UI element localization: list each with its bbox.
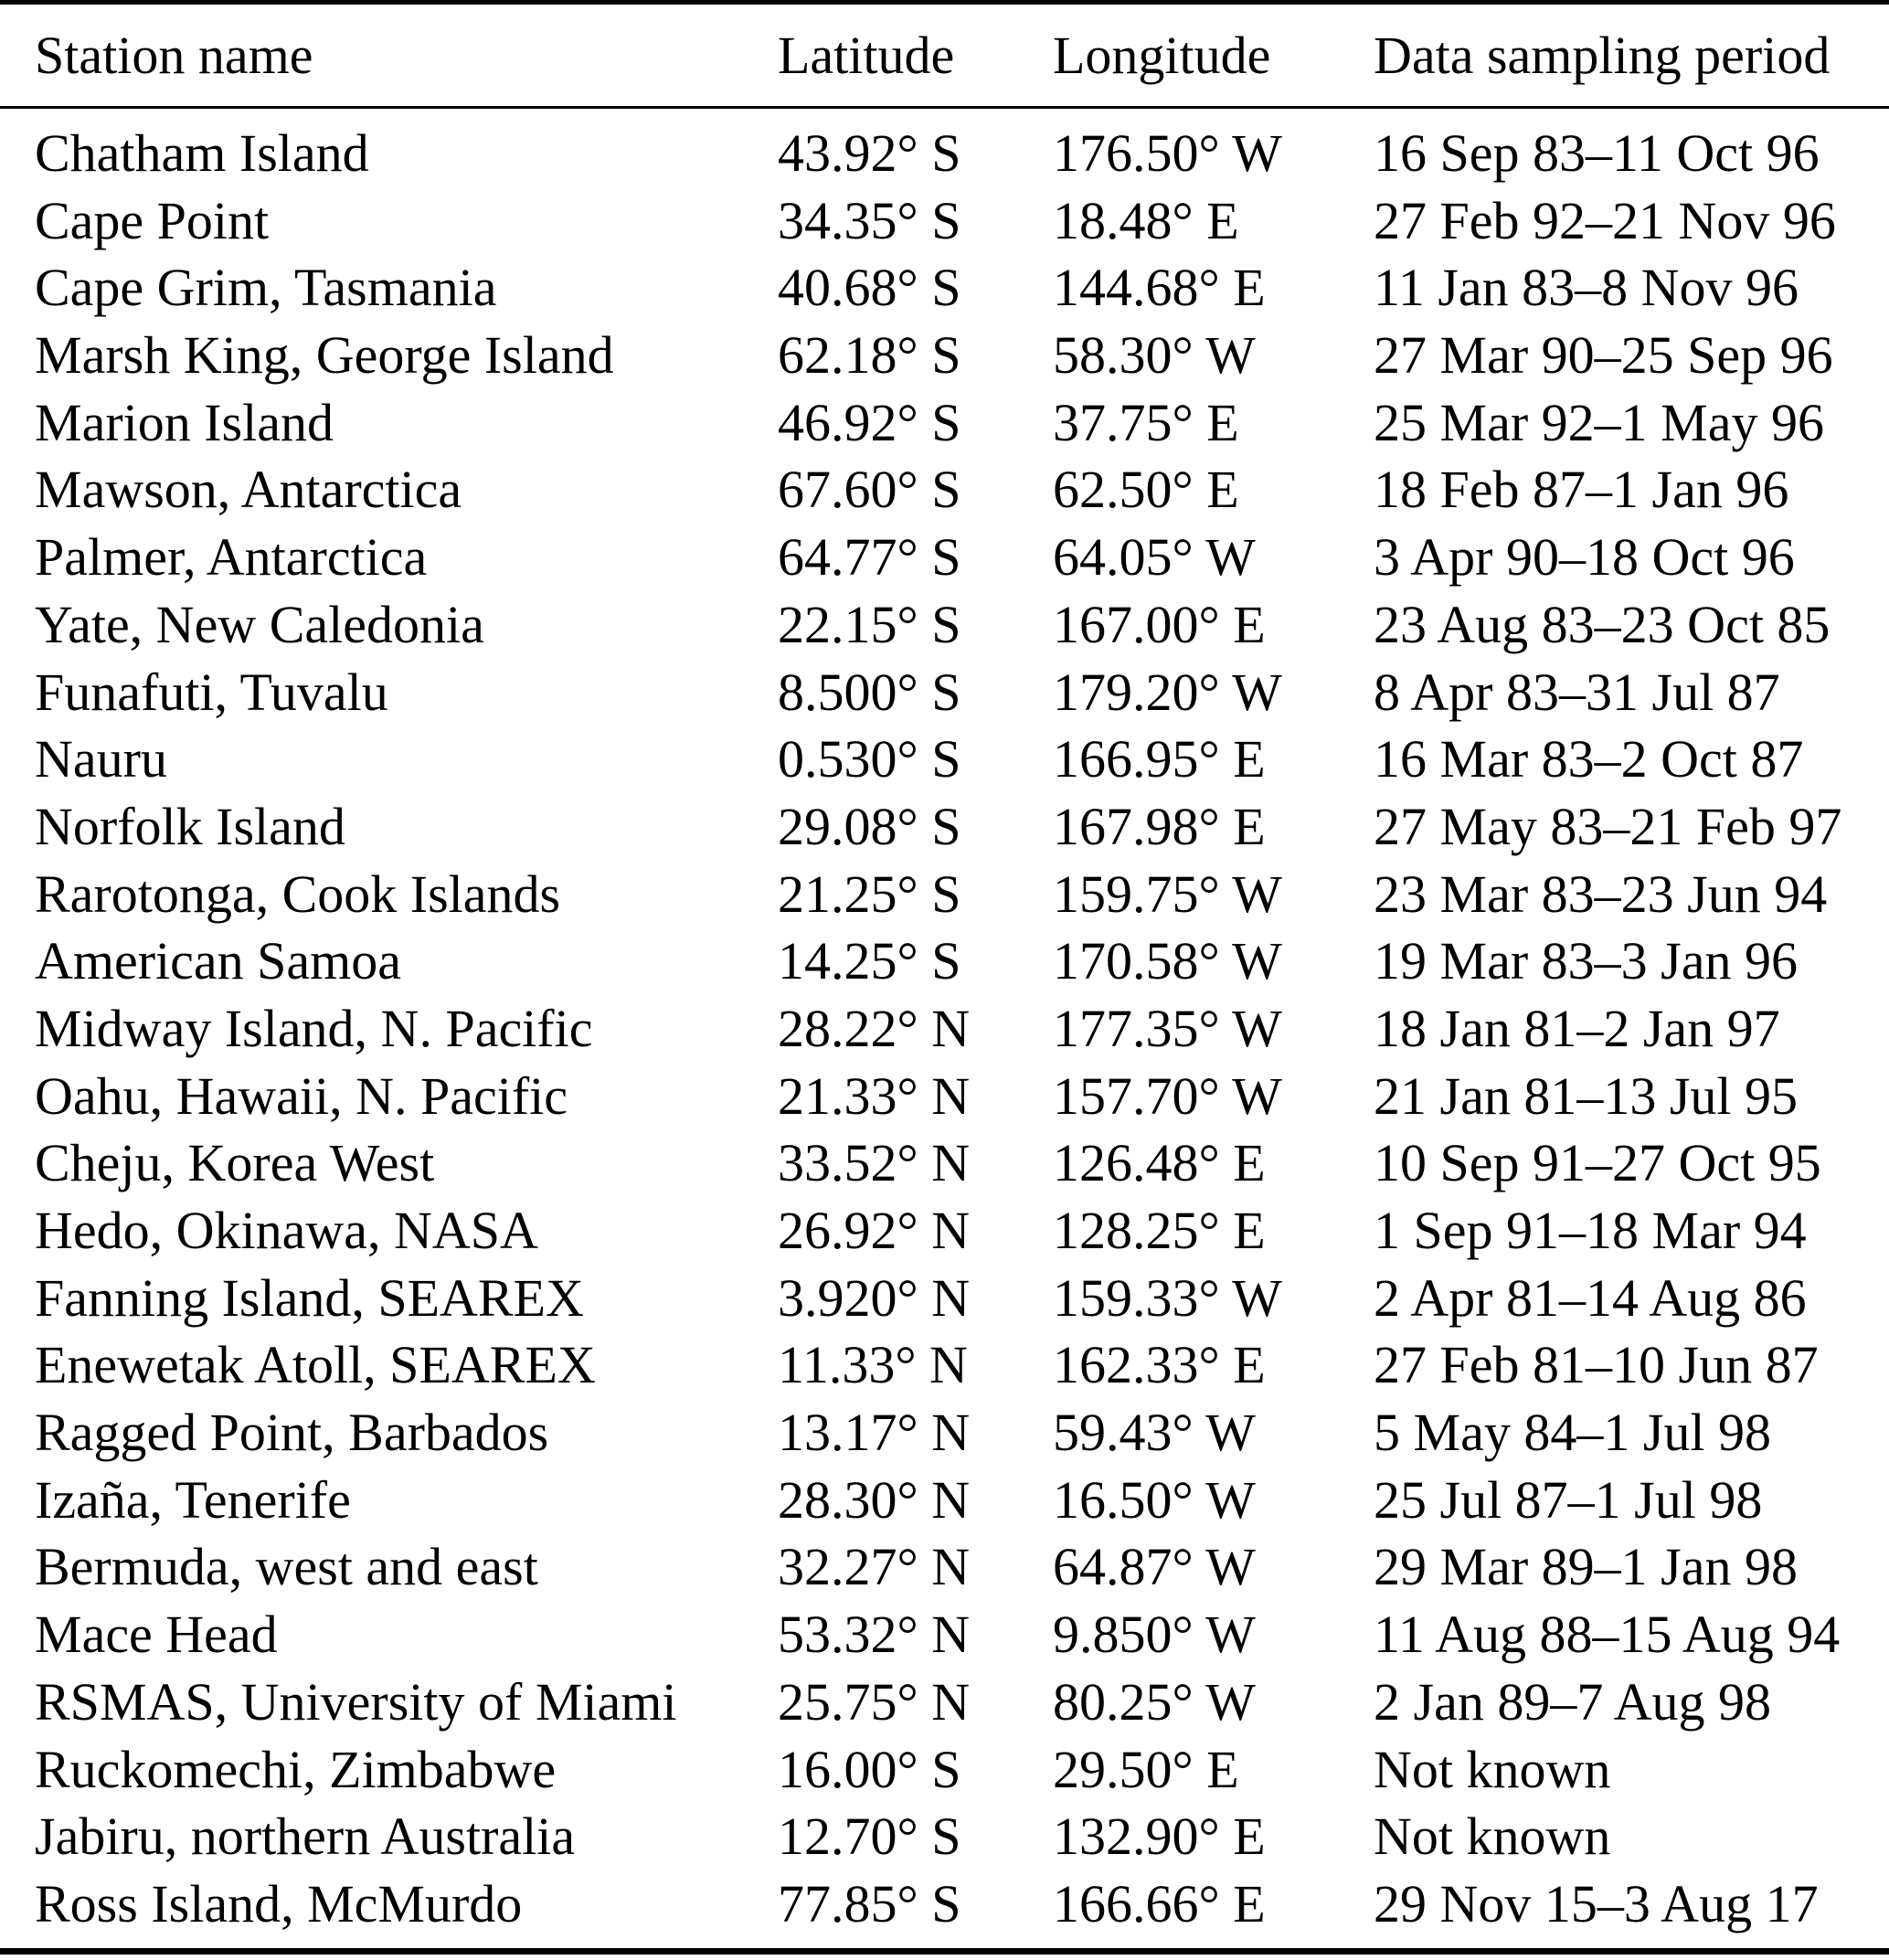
table-row [0,1129,1889,1197]
latitude-cell: 28.22° N [778,998,971,1058]
longitude-cell: 170.58° W [1053,931,1282,991]
sampling-period-cell: 3 Apr 90–18 Oct 96 [1374,527,1795,588]
sampling-period-cell: 5 May 84–1 Jul 98 [1374,1403,1771,1463]
longitude-cell: 37.75° E [1053,392,1239,452]
latitude-cell: 62.18° S [778,325,961,386]
sampling-period-cell: 27 Feb 81–10 Jun 87 [1374,1335,1819,1395]
table-row [0,1063,1889,1130]
latitude-cell: 26.92° N [778,1201,971,1260]
latitude-cell: 16.00° S [778,1739,961,1799]
latitude-cell: 13.17° N [778,1403,971,1463]
latitude-cell: 14.25° S [778,931,961,991]
table-row [0,1870,1889,1938]
sampling-period-cell: 23 Aug 83–23 Oct 85 [1374,594,1831,654]
table-row [0,1601,1889,1669]
table-row [0,1533,1889,1601]
table-row [0,524,1889,591]
longitude-cell: 159.33° W [1053,1267,1282,1328]
longitude-cell: 62.50° E [1053,460,1239,520]
station-name-cell: Midway Island, N. Pacific [35,998,593,1058]
sampling-period-cell: 2 Jan 89–7 Aug 98 [1374,1671,1771,1732]
sampling-period-cell: 1 Sep 91–18 Mar 94 [1374,1201,1807,1260]
station-name-cell: American Samoa [35,931,402,991]
longitude-cell: 177.35° W [1053,998,1282,1058]
latitude-cell: 29.08° S [778,796,961,856]
latitude-cell: 28.30° N [778,1469,971,1530]
sampling-period-cell: 19 Mar 83–3 Jan 96 [1374,931,1798,991]
latitude-cell: 8.500° S [778,662,961,722]
longitude-cell: 157.70° W [1053,1065,1282,1126]
latitude-cell: 46.92° S [778,392,961,452]
station-name-cell: Enewetak Atoll, SEAREX [35,1335,596,1395]
table-row [0,389,1889,457]
latitude-cell: 0.530° S [778,729,961,789]
station-name-cell: Fanning Island, SEAREX [35,1267,584,1328]
station-name-cell: Cheju, Korea West [35,1133,435,1193]
table-row [0,995,1889,1063]
sampling-period-cell: 25 Jul 87–1 Jul 98 [1374,1469,1763,1530]
table-row [0,793,1889,861]
sampling-period-cell: 10 Sep 91–27 Oct 95 [1374,1133,1821,1193]
latitude-cell: 22.15° S [778,594,961,654]
longitude-cell: 179.20° W [1053,662,1282,722]
latitude-cell: 21.33° N [778,1065,971,1126]
longitude-cell: 159.75° W [1053,863,1282,924]
station-name-cell: Marsh King, George Island [35,325,614,386]
station-name-cell: Cape Point [35,190,270,250]
table-row [0,254,1889,322]
sampling-period-cell: Not known [1374,1739,1611,1799]
longitude-cell: 59.43° W [1053,1403,1256,1463]
latitude-cell: 77.85° S [778,1873,961,1934]
latitude-cell: 3.920° N [778,1267,971,1328]
latitude-cell: 12.70° S [778,1806,961,1867]
station-name-cell: Oahu, Hawaii, N. Pacific [35,1065,568,1126]
longitude-cell: 80.25° W [1053,1671,1256,1732]
sampling-period-cell: 11 Aug 88–15 Aug 94 [1374,1605,1841,1665]
sampling-period-cell: 21 Jan 81–13 Jul 95 [1374,1065,1798,1126]
station-name-cell: Funafuti, Tuvalu [35,662,388,722]
table-row [0,1467,1889,1534]
station-name-cell: Chatham Island [35,123,369,183]
sampling-period-cell: 27 Feb 92–21 Nov 96 [1374,190,1836,250]
table-row [0,659,1889,726]
longitude-cell: 29.50° E [1053,1739,1239,1799]
station-name-cell: Mace Head [35,1605,278,1665]
table-row [0,120,1889,187]
sampling-period-cell: 27 May 83–21 Feb 97 [1374,796,1842,856]
station-name-cell: Marion Island [35,392,334,452]
table-row [0,1803,1889,1870]
longitude-cell: 132.90° E [1053,1806,1266,1867]
station-name-cell: Hedo, Okinawa, NASA [35,1201,538,1260]
station-name-cell: Ross Island, McMurdo [35,1873,523,1934]
longitude-cell: 166.95° E [1053,729,1266,789]
sampling-period-cell: 23 Mar 83–23 Jun 94 [1374,863,1828,924]
sampling-period-cell: 16 Sep 83–11 Oct 96 [1374,123,1820,183]
sampling-period-cell: 8 Apr 83–31 Jul 87 [1374,662,1780,722]
station-name-cell: Cape Grim, Tasmania [35,258,497,318]
table-row [0,322,1889,389]
station-name-cell: Ruckomechi, Zimbabwe [35,1739,557,1799]
table-body [0,109,1889,1938]
latitude-cell: 32.27° N [778,1537,971,1597]
sampling-period-cell: 25 Mar 92–1 May 96 [1374,392,1824,452]
column-header-longitude: Longitude [1053,26,1271,85]
table-row [0,1399,1889,1467]
latitude-cell: 34.35° S [778,190,961,250]
sampling-period-cell: 18 Jan 81–2 Jan 97 [1374,998,1780,1058]
latitude-cell: 33.52° N [778,1133,971,1193]
sampling-period-cell: 27 Mar 90–25 Sep 96 [1374,325,1833,386]
station-name-cell: Palmer, Antarctica [35,527,428,588]
sampling-period-cell: 16 Mar 83–2 Oct 87 [1374,729,1804,789]
longitude-cell: 126.48° E [1053,1133,1266,1193]
column-header-latitude: Latitude [778,26,955,85]
sampling-period-cell: 2 Apr 81–14 Aug 86 [1374,1267,1807,1328]
table-header-row [0,5,1889,106]
latitude-cell: 25.75° N [778,1671,971,1732]
table-row [0,1669,1889,1736]
station-name-cell: Norfolk Island [35,796,345,856]
station-name-cell: RSMAS, University of Miami [35,1671,677,1732]
table-bottom-rule [0,1948,1889,1955]
longitude-cell: 64.05° W [1053,527,1256,588]
latitude-cell: 21.25° S [778,863,961,924]
table-row [0,1736,1889,1804]
latitude-cell: 67.60° S [778,460,961,520]
station-name-cell: Mawson, Antarctica [35,460,462,520]
longitude-cell: 167.00° E [1053,594,1266,654]
latitude-cell: 64.77° S [778,527,961,588]
longitude-cell: 58.30° W [1053,325,1256,386]
table-row [0,726,1889,793]
station-name-cell: Rarotonga, Cook Islands [35,863,561,924]
longitude-cell: 9.850° W [1053,1605,1256,1665]
station-name-cell: Jabiru, northern Australia [35,1806,576,1867]
latitude-cell: 53.32° N [778,1605,971,1665]
latitude-cell: 40.68° S [778,258,961,318]
longitude-cell: 16.50° W [1053,1469,1256,1530]
latitude-cell: 11.33° N [778,1335,968,1395]
table-row [0,927,1889,995]
table-row [0,1331,1889,1399]
longitude-cell: 18.48° E [1053,190,1239,250]
sampling-period-cell: 29 Mar 89–1 Jan 98 [1374,1537,1798,1597]
station-name-cell: Nauru [35,729,167,789]
longitude-cell: 128.25° E [1053,1201,1266,1260]
longitude-cell: 176.50° W [1053,123,1282,183]
longitude-cell: 162.33° E [1053,1335,1266,1395]
table-row [0,187,1889,255]
latitude-cell: 43.92° S [778,123,961,183]
longitude-cell: 144.68° E [1053,258,1266,318]
station-name-cell: Bermuda, west and east [35,1537,538,1597]
sampling-period-cell: 18 Feb 87–1 Jan 96 [1374,460,1789,520]
station-name-cell: Ragged Point, Barbados [35,1403,549,1463]
sampling-period-cell: 11 Jan 83–8 Nov 96 [1374,258,1799,318]
table-row [0,1197,1889,1265]
longitude-cell: 64.87° W [1053,1537,1256,1597]
sampling-period-cell: 29 Nov 15–3 Aug 17 [1374,1873,1819,1934]
station-name-cell: Yate, New Caledonia [35,594,484,654]
table-row [0,456,1889,524]
table-row [0,861,1889,928]
longitude-cell: 166.66° E [1053,1873,1266,1934]
table-row [0,1265,1889,1332]
column-header-station: Station name [35,26,313,85]
station-name-cell: Izaña, Tenerife [35,1469,351,1530]
sampling-period-cell: Not known [1374,1806,1611,1867]
column-header-period: Data sampling period [1374,26,1831,85]
table-row [0,591,1889,659]
longitude-cell: 167.98° E [1053,796,1266,856]
